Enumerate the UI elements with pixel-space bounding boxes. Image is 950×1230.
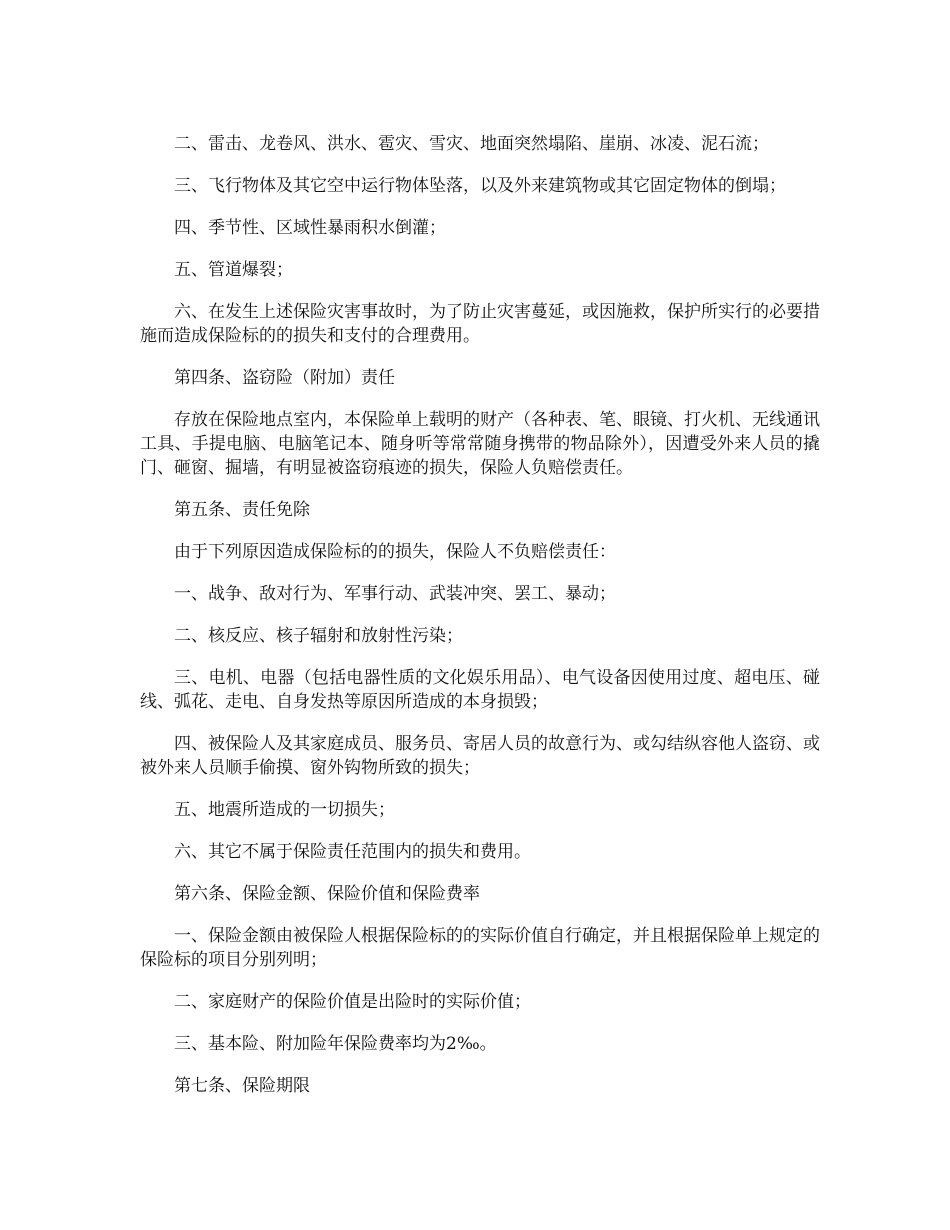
paragraph-exclusion-other: 六、其它不属于保险责任范围内的损失和费用。: [174, 842, 531, 862]
paragraph-exclusion-intentional: 四、被保险人及其家庭成员、服务员、寄居人员的故意行为、或勾结纵容他人盗窃、或被外来人员顺手偷摸、窗外钩物所致的损失；: [140, 734, 820, 778]
document-body: [140, 132, 820, 1116]
paragraph-premium-rate: 三、基本险、附加险年保险费率均为2‰。: [174, 1034, 497, 1054]
paragraph-exclusion-war: 一、战争、敌对行为、军事行动、武装冲突、罢工、暴动；: [174, 584, 616, 604]
paragraph-exclusion-earthquake: 五、地震所造成的一切损失；: [174, 800, 395, 820]
paragraph-natural-disasters: 二、雷击、龙卷风、洪水、雹灾、雪灾、地面突然塌陷、崖崩、冰凌、泥石流；: [174, 134, 769, 154]
heading-article-5: 第五条、责任免除: [174, 500, 310, 520]
paragraph-pipe-burst: 五、管道爆裂；: [174, 260, 293, 280]
paragraph-exclusion-nuclear: 二、核反应、核子辐射和放射性污染；: [174, 626, 463, 646]
paragraph-exclusions-intro: 由于下列原因造成保险标的的损失，保险人不负赔偿责任：: [174, 542, 616, 562]
paragraph-rainstorm: 四、季节性、区域性暴雨积水倒灌；: [174, 218, 446, 238]
paragraph-falling-objects: 三、飞行物体及其它空中运行物体坠落，以及外来建筑物或其它固定物体的倒塌；: [174, 176, 786, 196]
paragraph-theft-coverage: 存放在保险地点室内，本保险单上载明的财产（各种表、笔、眼镜、打火机、无线通讯工具、手提电脑、电脑笔记本、随身听等常常随身携带的物品除外），因遭受外来人员的撬门、砸窗、掘墙，有明显被盗窃痕迹的损失，保险人负赔偿责任。: [140, 410, 820, 478]
paragraph-exclusion-electrical: 三、电机、电器（包括电器性质的文化娱乐用品）、电气设备因使用过度、超电压、碰线、弧花、走电、自身发热等原因所造成的本身损毁；: [140, 668, 820, 712]
heading-article-6: 第六条、保险金额、保险价值和保险费率: [174, 884, 480, 904]
paragraph-insured-amount: 一、保险金额由被保险人根据保险标的的实际价值自行确定，并且根据保险单上规定的保险标的项目分别列明；: [140, 926, 820, 970]
heading-article-4: 第四条、盗窃险（附加）责任: [174, 368, 395, 388]
heading-article-7: 第七条、保险期限: [174, 1076, 310, 1096]
paragraph-insured-value: 二、家庭财产的保险价值是出险时的实际价值；: [174, 992, 531, 1012]
paragraph-rescue-costs: 六、在发生上述保险灾害事故时，为了防止灾害蔓延，或因施救，保护所实行的必要措施而造成保险标的的损失和支付的合理费用。: [140, 302, 820, 346]
